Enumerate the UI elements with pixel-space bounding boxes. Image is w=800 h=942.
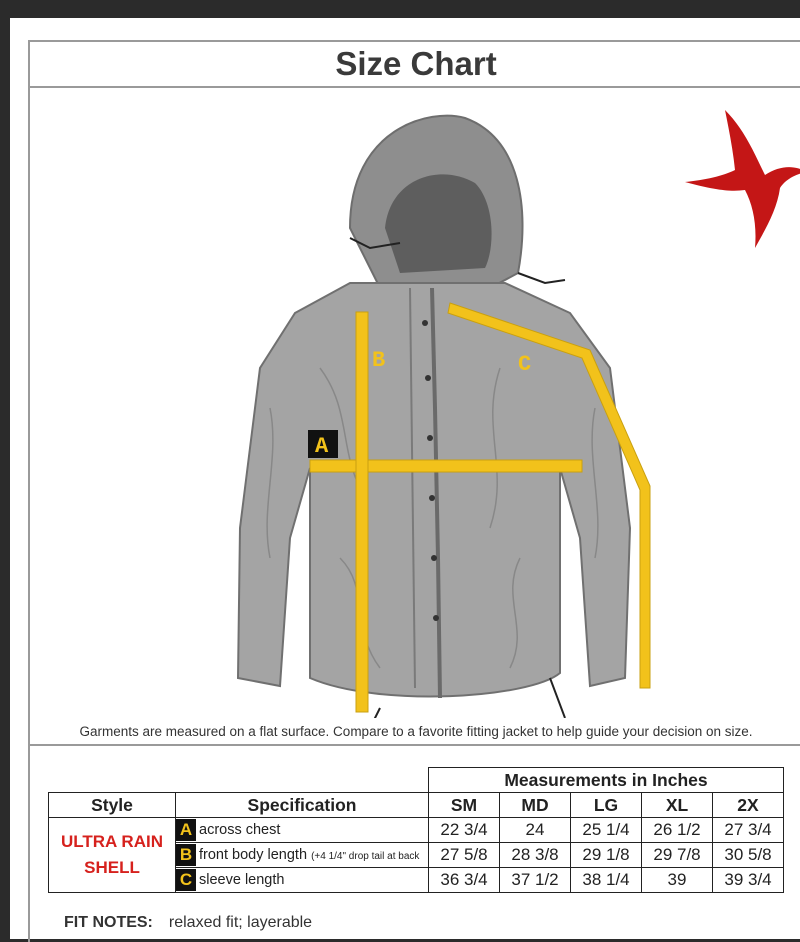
value-cell: 30 5/8 bbox=[713, 843, 784, 868]
spec-label: sleeve length bbox=[199, 871, 285, 888]
value-cell: 36 3/4 bbox=[429, 868, 500, 893]
value-cell: 28 3/8 bbox=[500, 843, 571, 868]
style-header: Style bbox=[49, 793, 176, 818]
spec-letter: A bbox=[176, 819, 196, 841]
spec-label: across chest bbox=[199, 821, 281, 838]
marker-c: C bbox=[518, 352, 532, 377]
spec-note: (+4 1/4" drop tail at back bbox=[311, 850, 420, 862]
value-cell: 26 1/2 bbox=[642, 818, 713, 843]
size-header-lg: LG bbox=[571, 793, 642, 818]
value-cell: 24 bbox=[500, 818, 571, 843]
spec-cell bbox=[176, 868, 429, 893]
size-table bbox=[48, 767, 784, 893]
value-cell: 29 7/8 bbox=[642, 843, 713, 868]
value-cell: 39 bbox=[642, 868, 713, 893]
value-cell: 25 1/4 bbox=[571, 818, 642, 843]
fit-notes-text: relaxed fit; layerable bbox=[168, 914, 313, 931]
page-title: Size Chart bbox=[30, 42, 800, 88]
spec-cell bbox=[176, 818, 429, 843]
value-cell: 27 5/8 bbox=[429, 843, 500, 868]
swallow-logo-icon bbox=[685, 110, 800, 250]
value-cell: 22 3/4 bbox=[429, 818, 500, 843]
value-cell: 39 3/4 bbox=[713, 868, 784, 893]
table-row bbox=[49, 818, 784, 843]
value-cell: 37 1/2 bbox=[500, 868, 571, 893]
measurement-caption: Garments are measured on a flat surface. Compare to a favorite fitting jacket to help guide your decision on size. bbox=[79, 724, 753, 739]
fit-notes-label: FIT NOTES: bbox=[64, 914, 153, 931]
page bbox=[10, 18, 800, 939]
group-header-row bbox=[49, 768, 784, 793]
measurements-header: Measurements in Inches bbox=[429, 768, 784, 793]
size-header-md: MD bbox=[500, 793, 571, 818]
style-cell bbox=[49, 818, 176, 893]
spec-header: Specification bbox=[176, 793, 429, 818]
spec-letter: B bbox=[176, 844, 196, 866]
fit-notes bbox=[64, 914, 312, 932]
marker-b: B bbox=[372, 348, 386, 373]
value-cell: 29 1/8 bbox=[571, 843, 642, 868]
size-header-2x: 2X bbox=[713, 793, 784, 818]
spec-cell bbox=[176, 843, 429, 868]
spec-letter: C bbox=[176, 869, 196, 891]
size-header-xl: XL bbox=[642, 793, 713, 818]
spec-label: front body length bbox=[199, 846, 308, 863]
style-name: ULTRA RAIN SHELL bbox=[61, 832, 163, 877]
size-header-sm: SM bbox=[429, 793, 500, 818]
jacket-image bbox=[200, 108, 660, 718]
value-cell: 27 3/4 bbox=[713, 818, 784, 843]
column-header-row bbox=[49, 793, 784, 818]
size-chart-frame bbox=[28, 40, 800, 942]
value-cell: 38 1/4 bbox=[571, 868, 642, 893]
marker-a: A bbox=[315, 434, 329, 459]
section-divider bbox=[30, 744, 800, 746]
